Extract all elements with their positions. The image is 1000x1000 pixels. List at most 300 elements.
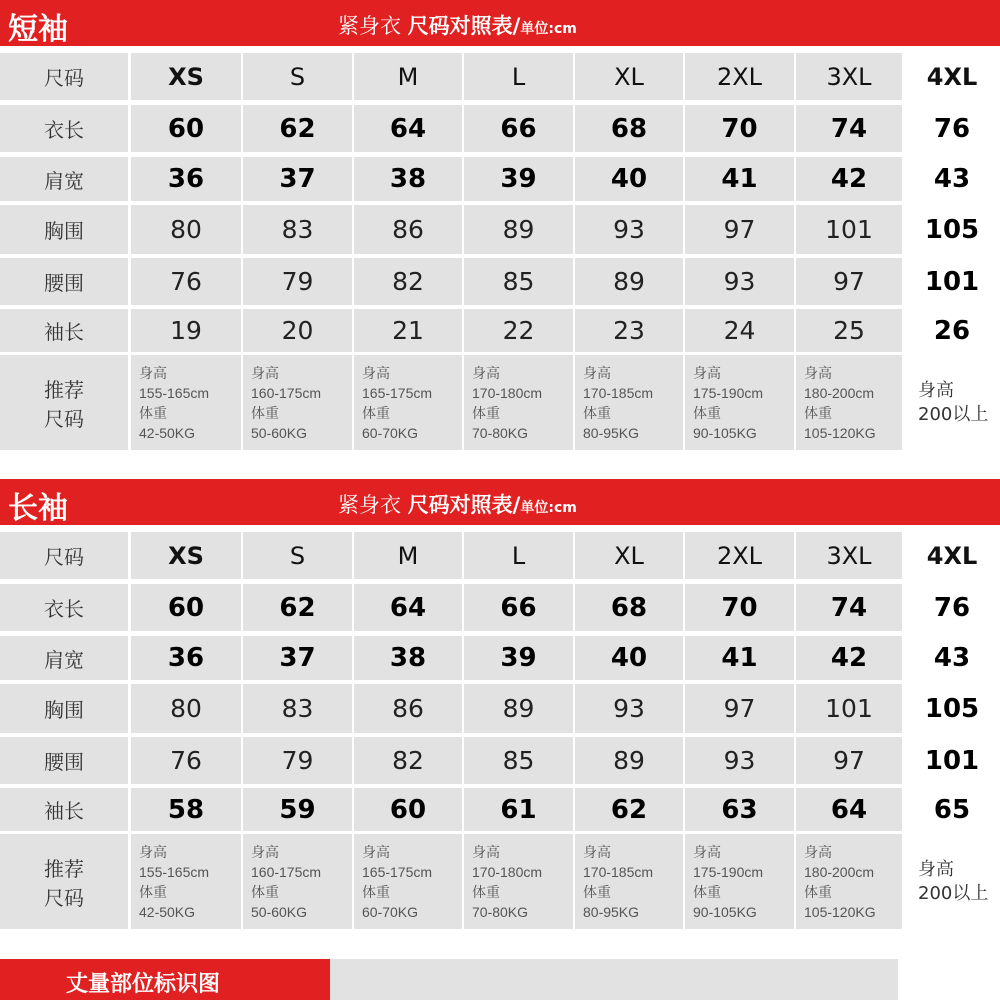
chart-title: [338, 10, 577, 40]
row-label-text: 肩宽: [44, 168, 84, 193]
chart-title-main: 紧身衣: [338, 14, 408, 38]
height-label: 身高: [583, 364, 611, 381]
height-label: 身高: [918, 379, 954, 401]
measurement-value: 66: [500, 592, 537, 623]
height-range: 200以上: [918, 882, 989, 904]
weight-range: 105-120KG: [804, 903, 876, 920]
table-cell: [354, 157, 462, 201]
weight-range: 42-50KG: [139, 903, 196, 920]
row-label: [0, 788, 128, 831]
table-cell: [354, 53, 462, 100]
table-cell: [796, 105, 902, 152]
measurement-value: 83: [281, 215, 314, 244]
size-name: L: [511, 62, 526, 91]
height-range: 160-175cm: [251, 863, 322, 880]
table-cell: [243, 205, 352, 254]
row-label: [0, 205, 128, 254]
measurement-value: 89: [613, 746, 645, 775]
recommend-cell: [685, 834, 794, 929]
recommend-cell-last: [904, 834, 1000, 929]
measurement-value: 89: [502, 215, 535, 244]
weight-range: 90-105KG: [693, 424, 757, 441]
table-cell: [575, 258, 683, 305]
table-cell: [796, 684, 902, 733]
table-cell: [131, 684, 241, 733]
size-name: 4XL: [926, 62, 978, 91]
table-cell: [131, 636, 241, 680]
table-cell: [464, 258, 573, 305]
weight-label: 体重: [362, 883, 390, 900]
height-label: 身高: [804, 843, 832, 860]
measurement-value: 41: [721, 164, 758, 194]
table-cell: [575, 309, 683, 352]
height-range: 180-200cm: [804, 863, 875, 880]
weight-range: 80-95KG: [583, 903, 640, 920]
recommend-label: [0, 834, 128, 929]
recommend-cell: [131, 355, 241, 450]
table-cell: [464, 532, 573, 579]
row-label-text: 胸围: [44, 219, 84, 243]
table-cell: [685, 737, 794, 784]
height-range: 170-185cm: [583, 863, 654, 880]
height-range: 155-165cm: [139, 384, 210, 401]
table-cell: [685, 309, 794, 352]
weight-range: 42-50KG: [139, 424, 196, 441]
measurement-value: 97: [723, 694, 756, 723]
size-name: 3XL: [826, 62, 872, 91]
weight-label: 体重: [693, 404, 721, 421]
table-cell: [243, 532, 352, 579]
table-cell: [904, 788, 1000, 831]
table-cell: [904, 584, 1000, 631]
measurement-value: 26: [933, 315, 971, 346]
measurement-value: 59: [279, 794, 316, 825]
measurement-value: 62: [610, 794, 648, 825]
measurement-value: 76: [170, 746, 202, 775]
measurement-value: 39: [500, 164, 537, 194]
table-cell: [464, 105, 573, 152]
table-cell: [354, 532, 462, 579]
table-cell: [685, 258, 794, 305]
row-label-text: 衣长: [44, 118, 84, 142]
recommend-label-line1: 推荐: [44, 377, 84, 402]
table-cell: [796, 788, 902, 831]
recommend-cell: [575, 355, 683, 450]
table-cell: [464, 157, 573, 201]
table-cell: [131, 105, 241, 152]
measurement-value: 86: [392, 694, 424, 723]
table-cell: [243, 258, 352, 305]
measurement-value: 61: [500, 794, 537, 825]
measurement-value: 39: [500, 643, 537, 673]
size-name: XL: [614, 541, 644, 570]
table-cell: [243, 636, 352, 680]
table-cell: [685, 53, 794, 100]
table-cell: [796, 636, 902, 680]
measurement-value: 40: [610, 643, 648, 673]
recommend-cell: [131, 834, 241, 929]
chart-title-bold: 尺码对照表/: [407, 14, 521, 38]
table-cell: [685, 105, 794, 152]
row-label: [0, 53, 128, 100]
recommend-cell: [243, 355, 352, 450]
height-label: 身高: [251, 364, 279, 381]
row-label-text: 袖长: [44, 799, 84, 823]
weight-label: 体重: [251, 404, 279, 421]
table-cell: [464, 53, 573, 100]
weight-label: 体重: [251, 883, 279, 900]
measurement-value: 79: [281, 267, 314, 296]
measurement-value: 74: [830, 113, 868, 144]
measurement-value: 62: [279, 113, 316, 144]
height-label: 身高: [583, 843, 611, 860]
size-name: M: [397, 541, 419, 570]
height-label: 身高: [918, 858, 954, 880]
size-name: L: [511, 541, 526, 570]
table-cell: [904, 309, 1000, 352]
size-name: 2XL: [716, 541, 763, 570]
weight-range: 50-60KG: [251, 903, 308, 920]
row-label-text: 肩宽: [44, 647, 84, 672]
measurement-value: 41: [721, 643, 758, 673]
table-cell: [796, 258, 902, 305]
measurement-value: 93: [723, 746, 756, 775]
row-label: [0, 105, 128, 152]
measurement-value: 62: [279, 592, 316, 623]
measurement-value: 23: [613, 316, 645, 345]
table-cell: [464, 788, 573, 831]
table-cell: [796, 309, 902, 352]
size-name: M: [397, 62, 419, 91]
measurement-value: 19: [170, 316, 202, 345]
table-cell: [464, 309, 573, 352]
table-cell: [904, 157, 1000, 201]
table-cell: [243, 309, 352, 352]
measurement-value: 22: [502, 316, 535, 345]
row-label-text: 尺码: [44, 545, 84, 569]
measurement-value: 82: [392, 746, 424, 775]
table-cell: [131, 532, 241, 579]
row-label: [0, 258, 128, 305]
height-label: 身高: [693, 364, 721, 381]
section-header: [0, 479, 1000, 525]
measurement-value: 105: [924, 214, 980, 245]
measurement-value: 65: [933, 794, 971, 825]
table-cell: [354, 737, 462, 784]
height-label: 身高: [362, 364, 390, 381]
measurement-value: 36: [167, 643, 205, 673]
table-cell: [354, 788, 462, 831]
table-cell: [685, 532, 794, 579]
weight-label: 体重: [139, 404, 167, 421]
row-label-text: 尺码: [44, 66, 84, 90]
recommend-label-line2: 尺码: [44, 885, 84, 910]
weight-label: 体重: [139, 883, 167, 900]
row-label: [0, 532, 128, 579]
table-cell: [575, 788, 683, 831]
row-label: [0, 684, 128, 733]
measurement-value: 76: [933, 113, 971, 144]
table-cell: [575, 684, 683, 733]
table-cell: [464, 636, 573, 680]
table-cell: [575, 737, 683, 784]
measurement-value: 89: [502, 694, 535, 723]
table-cell: [243, 788, 352, 831]
table-cell: [685, 205, 794, 254]
size-table-1: [0, 479, 1000, 939]
table-cell: [904, 258, 1000, 305]
measurement-value: 66: [500, 113, 537, 144]
table-cell: [243, 684, 352, 733]
table-cell: [904, 53, 1000, 100]
table-cell: [904, 105, 1000, 152]
row-label: [0, 157, 128, 201]
table-cell: [131, 205, 241, 254]
table-cell: [904, 636, 1000, 680]
height-range: 160-175cm: [251, 384, 322, 401]
height-range: 165-175cm: [362, 863, 433, 880]
chart-title-bold: 尺码对照表/: [407, 493, 521, 517]
height-label: 身高: [362, 843, 390, 860]
height-range: 155-165cm: [139, 863, 210, 880]
chart-title-unit: 单位:cm: [520, 500, 577, 516]
measurement-value: 64: [389, 113, 427, 144]
row-label: [0, 737, 128, 784]
table-cell: [685, 788, 794, 831]
size-name: 2XL: [716, 62, 763, 91]
size-name: 4XL: [926, 541, 978, 570]
weight-label: 体重: [693, 883, 721, 900]
table-cell: [575, 157, 683, 201]
table-cell: [575, 53, 683, 100]
table-cell: [243, 737, 352, 784]
measurement-value: 76: [933, 592, 971, 623]
measurement-value: 93: [723, 267, 756, 296]
table-cell: [354, 105, 462, 152]
height-range: 200以上: [918, 403, 989, 425]
measurement-value: 93: [613, 694, 645, 723]
weight-range: 60-70KG: [362, 424, 419, 441]
size-table-0: [0, 0, 1000, 460]
height-label: 身高: [139, 843, 167, 860]
chart-title-main: 紧身衣: [338, 493, 408, 517]
weight-range: 105-120KG: [804, 424, 876, 441]
table-cell: [796, 584, 902, 631]
table-cell: [243, 105, 352, 152]
weight-range: 80-95KG: [583, 424, 640, 441]
table-cell: [354, 584, 462, 631]
measurement-value: 85: [502, 267, 535, 296]
row-label-text: 衣长: [44, 597, 84, 621]
measurement-value: 25: [833, 316, 865, 345]
chart-title-unit: 单位:cm: [520, 21, 577, 37]
measurement-value: 70: [721, 592, 758, 623]
table-cell: [464, 584, 573, 631]
weight-label: 体重: [472, 883, 500, 900]
measurement-value: 101: [924, 266, 980, 297]
measurement-value: 38: [389, 164, 427, 194]
table-cell: [131, 53, 241, 100]
measurement-value: 93: [613, 215, 645, 244]
measurement-value: 80: [170, 694, 202, 723]
chart-title: [338, 489, 577, 519]
recommend-cell-last: [904, 355, 1000, 450]
table-cell: [243, 584, 352, 631]
table-cell: [904, 684, 1000, 733]
table-cell: [575, 205, 683, 254]
weight-label: 体重: [472, 404, 500, 421]
measurement-value: 101: [825, 694, 873, 723]
table-cell: [131, 788, 241, 831]
size-name: XS: [168, 62, 204, 91]
recommend-cell: [354, 355, 462, 450]
measurement-value: 43: [933, 643, 971, 673]
row-label: [0, 636, 128, 680]
table-cell: [354, 309, 462, 352]
weight-range: 70-80KG: [472, 903, 529, 920]
table-cell: [131, 309, 241, 352]
recommend-cell: [685, 355, 794, 450]
row-label-text: 袖长: [44, 320, 84, 344]
measurement-value: 37: [279, 164, 316, 194]
measurement-value: 38: [389, 643, 427, 673]
section-label: 短袖: [8, 12, 68, 47]
measurement-value: 70: [721, 113, 758, 144]
measurement-value: 36: [167, 164, 205, 194]
measurement-value: 76: [170, 267, 202, 296]
table-cell: [685, 157, 794, 201]
measurement-value: 79: [281, 746, 314, 775]
measurement-value: 64: [830, 794, 868, 825]
measurement-value: 82: [392, 267, 424, 296]
measurement-value: 97: [833, 746, 865, 775]
measurement-value: 86: [392, 215, 424, 244]
height-range: 175-190cm: [693, 863, 764, 880]
table-cell: [131, 258, 241, 305]
table-cell: [575, 584, 683, 631]
height-range: 170-180cm: [472, 863, 543, 880]
height-range: 175-190cm: [693, 384, 764, 401]
weight-range: 50-60KG: [251, 424, 308, 441]
measurement-value: 64: [389, 592, 427, 623]
height-label: 身高: [251, 843, 279, 860]
measurement-value: 43: [933, 164, 971, 194]
table-cell: [904, 532, 1000, 579]
recommend-label: [0, 355, 128, 450]
measurement-value: 80: [170, 215, 202, 244]
table-cell: [796, 157, 902, 201]
measurement-value: 85: [502, 746, 535, 775]
measurement-value: 58: [167, 794, 205, 825]
measurement-value: 68: [610, 592, 648, 623]
height-label: 身高: [472, 364, 500, 381]
table-cell: [904, 205, 1000, 254]
measurement-value: 74: [830, 592, 868, 623]
table-cell: [243, 53, 352, 100]
measurement-value: 97: [833, 267, 865, 296]
weight-label: 体重: [583, 883, 611, 900]
height-range: 170-180cm: [472, 384, 543, 401]
measurement-value: 60: [167, 592, 205, 623]
table-cell: [243, 157, 352, 201]
measurement-value: 42: [830, 643, 868, 673]
measurement-value: 83: [281, 694, 314, 723]
size-name: XS: [168, 541, 204, 570]
table-cell: [131, 737, 241, 784]
table-cell: [354, 258, 462, 305]
table-cell: [131, 584, 241, 631]
recommend-cell: [243, 834, 352, 929]
measurement-value: 105: [924, 693, 980, 724]
measurement-diagram-area: [330, 959, 898, 1000]
measurement-value: 60: [389, 794, 427, 825]
row-label-text: 胸围: [44, 698, 84, 722]
row-label-text: 腰围: [44, 271, 84, 295]
measurement-value: 101: [825, 215, 873, 244]
size-name: 3XL: [826, 541, 872, 570]
table-cell: [575, 636, 683, 680]
height-label: 身高: [804, 364, 832, 381]
recommend-cell: [464, 834, 573, 929]
row-label-text: 腰围: [44, 750, 84, 774]
height-label: 身高: [139, 364, 167, 381]
measurement-diagram-header: [0, 959, 330, 1000]
measurement-value: 37: [279, 643, 316, 673]
row-label: [0, 309, 128, 352]
table-cell: [575, 532, 683, 579]
measurement-value: 40: [610, 164, 648, 194]
size-name: S: [289, 541, 306, 570]
measurement-value: 101: [924, 745, 980, 776]
measurement-diagram-title: 丈量部位标识图: [66, 972, 221, 997]
recommend-label-line2: 尺码: [44, 406, 84, 431]
weight-label: 体重: [583, 404, 611, 421]
recommend-cell: [796, 355, 902, 450]
weight-range: 90-105KG: [693, 903, 757, 920]
table-cell: [575, 105, 683, 152]
height-range: 180-200cm: [804, 384, 875, 401]
table-cell: [685, 684, 794, 733]
weight-label: 体重: [804, 404, 832, 421]
height-label: 身高: [693, 843, 721, 860]
measurement-value: 97: [723, 215, 756, 244]
height-label: 身高: [472, 843, 500, 860]
table-cell: [685, 584, 794, 631]
table-cell: [464, 737, 573, 784]
size-name: S: [289, 62, 306, 91]
weight-range: 70-80KG: [472, 424, 529, 441]
recommend-cell: [575, 834, 683, 929]
table-cell: [131, 157, 241, 201]
height-range: 170-185cm: [583, 384, 654, 401]
table-cell: [796, 532, 902, 579]
table-cell: [904, 737, 1000, 784]
table-cell: [796, 737, 902, 784]
recommend-cell: [796, 834, 902, 929]
measurement-value: 21: [392, 316, 424, 345]
recommend-label-line1: 推荐: [44, 856, 84, 881]
table-cell: [464, 205, 573, 254]
table-cell: [354, 636, 462, 680]
measurement-value: 20: [281, 316, 314, 345]
size-name: XL: [614, 62, 644, 91]
measurement-value: 60: [167, 113, 205, 144]
measurement-value: 24: [723, 316, 756, 345]
table-cell: [796, 205, 902, 254]
measurement-value: 89: [613, 267, 645, 296]
table-cell: [354, 684, 462, 733]
weight-label: 体重: [362, 404, 390, 421]
